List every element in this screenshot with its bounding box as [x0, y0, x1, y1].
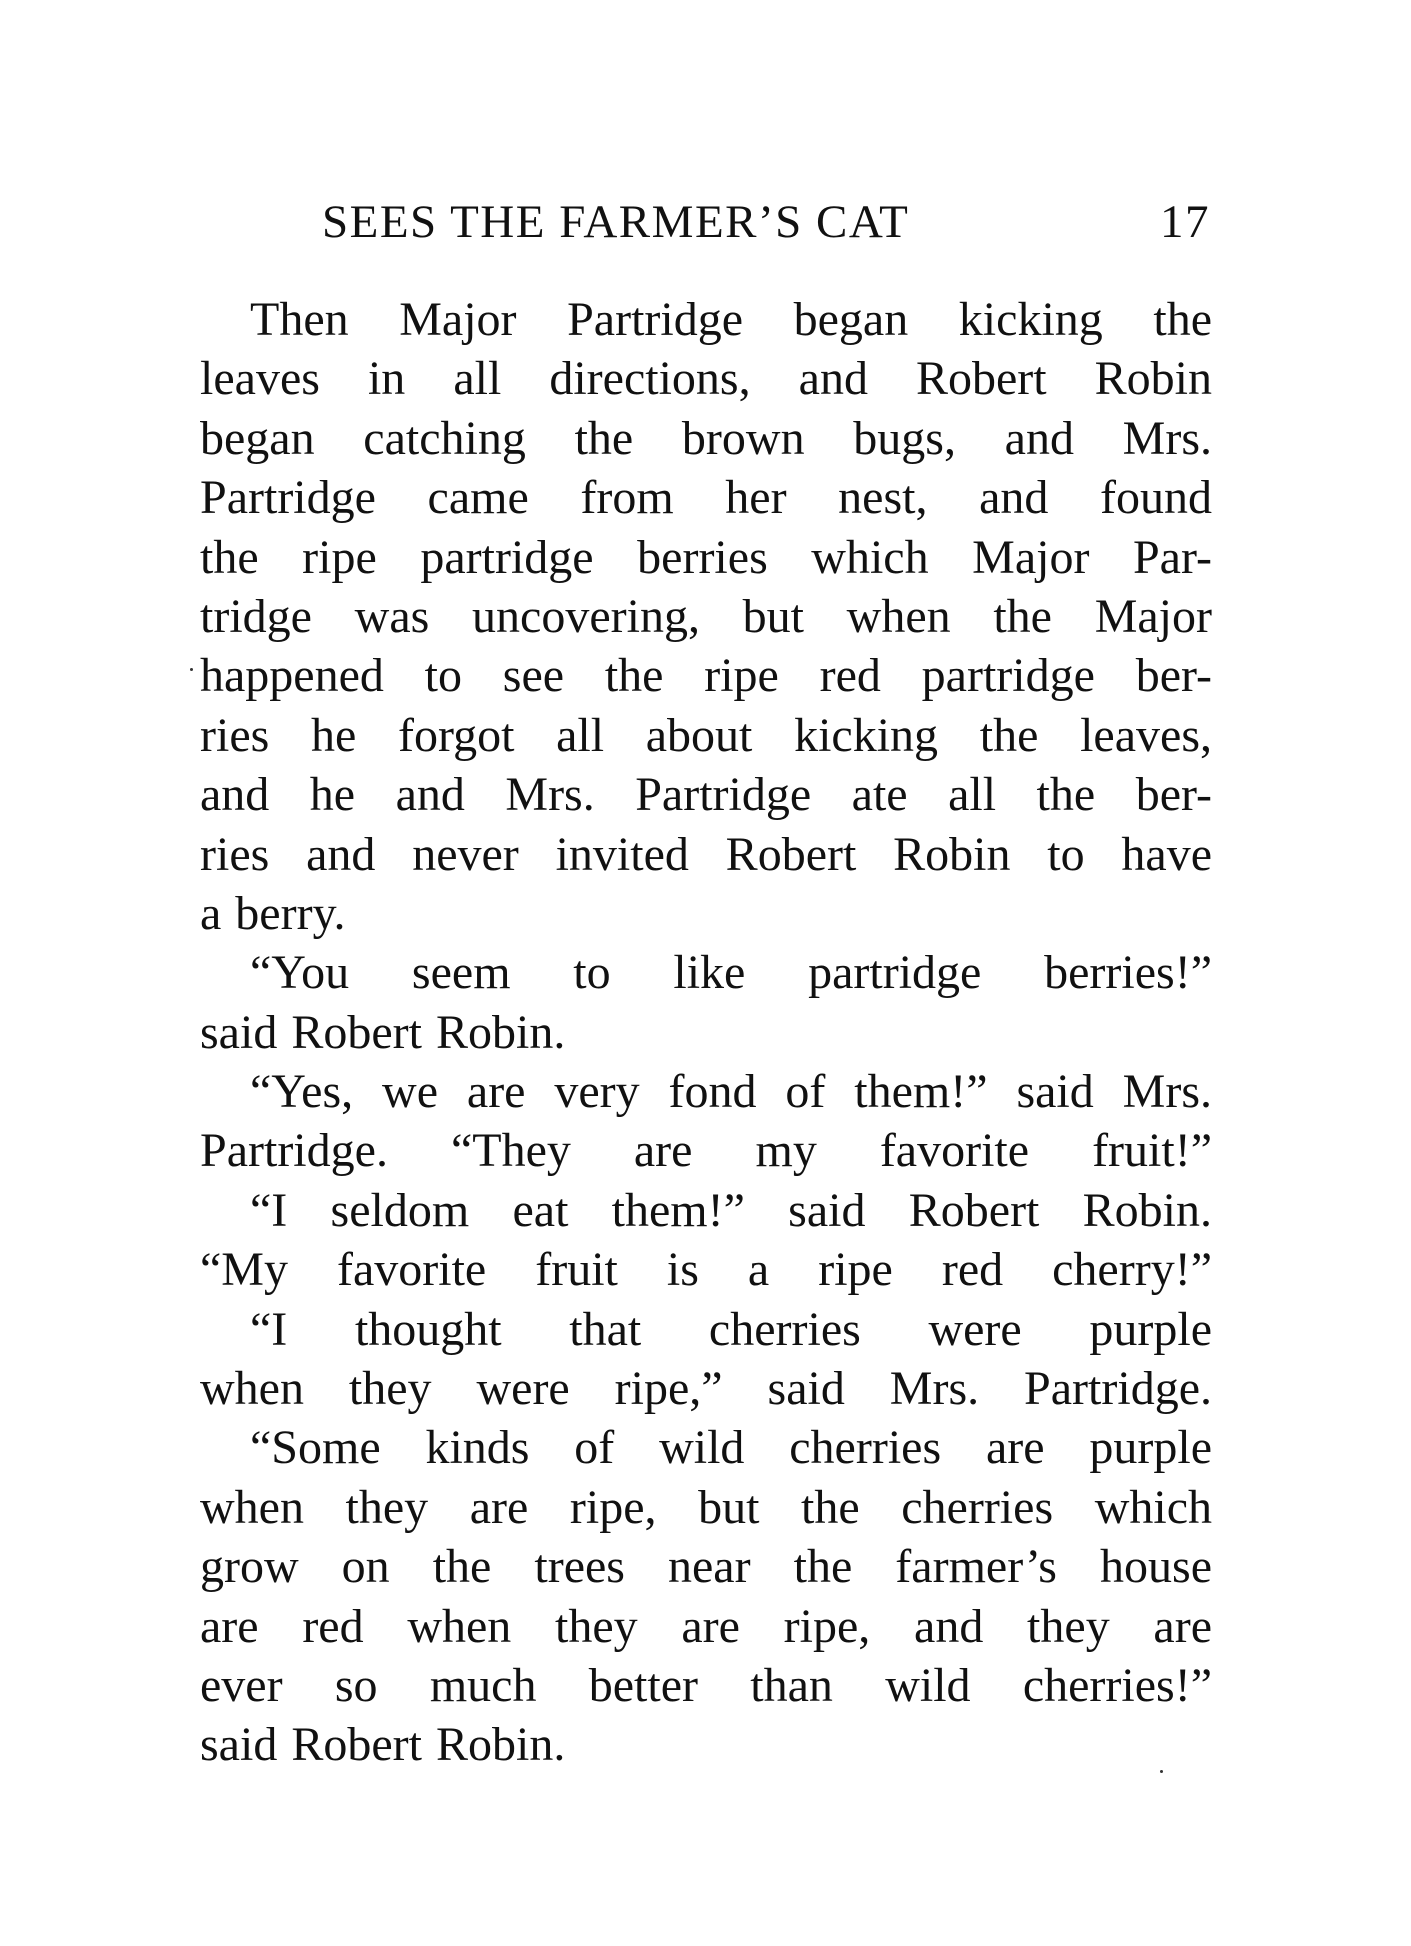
paragraph-1-line-6: tridge was uncovering, but when the Major	[200, 589, 1212, 643]
paragraph-1-line-4: Partridge came from her nest, and found	[200, 471, 1212, 525]
paragraph-5-line-2: when they were ripe,” said Mrs. Partridge.	[200, 1362, 1212, 1416]
paragraph-1-line-9: and he and Mrs. Partridge ate all the ber-	[200, 768, 1212, 822]
paragraph-3-line-1: “Yes, we are very fond of them!” said Mrs.	[250, 1065, 1212, 1119]
paragraph-4-line-2: “My favorite fruit is a ripe red cherry!”	[200, 1243, 1212, 1297]
running-title: SEES THE FARMER’S CAT	[322, 196, 910, 248]
paragraph-6-line-3: grow on the trees near the farmer’s house	[200, 1540, 1212, 1594]
paragraph-6-line-5: ever so much better than wild cherries!”	[200, 1658, 1212, 1712]
paragraph-1-line-7: happened to see the ripe red partridge ber-	[200, 649, 1212, 703]
paragraph-1-line-1: Then Major Partridge began kicking the	[250, 293, 1212, 346]
paragraph-6-line-2: when they are ripe, but the cherries which	[200, 1480, 1212, 1534]
paragraph-1-line-8: ries he forgot all about kicking the leaves,	[200, 708, 1212, 762]
running-head	[322, 192, 1210, 252]
print-speck	[190, 668, 193, 671]
paragraph-2-line-1: “You seem to like partridge berries!”	[250, 946, 1212, 1000]
body-text	[200, 290, 1212, 1775]
paragraph-1-line-5: the ripe partridge berries which Major Par-	[200, 530, 1212, 584]
paragraph-2-line-2: said Robert Robin.	[200, 1005, 566, 1059]
paragraph-5-line-1: “I thought that cherries were purple	[250, 1302, 1212, 1356]
paragraph-6-line-4: are red when they are ripe, and they are	[200, 1599, 1212, 1653]
paragraph-6-line-1: “Some kinds of wild cherries are purple	[250, 1421, 1212, 1475]
print-speck	[1160, 1770, 1163, 1773]
paragraph-4-line-1: “I seldom eat them!” said Robert Robin.	[250, 1183, 1212, 1237]
paragraph-6-line-6: said Robert Robin.	[200, 1718, 566, 1772]
paragraph-1-line-2: leaves in all directions, and Robert Robin	[200, 352, 1212, 406]
paragraph-3-line-2: Partridge. “They are my favorite fruit!”	[200, 1124, 1212, 1178]
paragraph-1-line-10: ries and never invited Robert Robin to have	[200, 827, 1212, 881]
page-number: 17	[1160, 196, 1210, 248]
paragraph-1-line-3: began catching the brown bugs, and Mrs.	[200, 411, 1212, 465]
paragraph-1-line-11: a berry.	[200, 886, 346, 940]
